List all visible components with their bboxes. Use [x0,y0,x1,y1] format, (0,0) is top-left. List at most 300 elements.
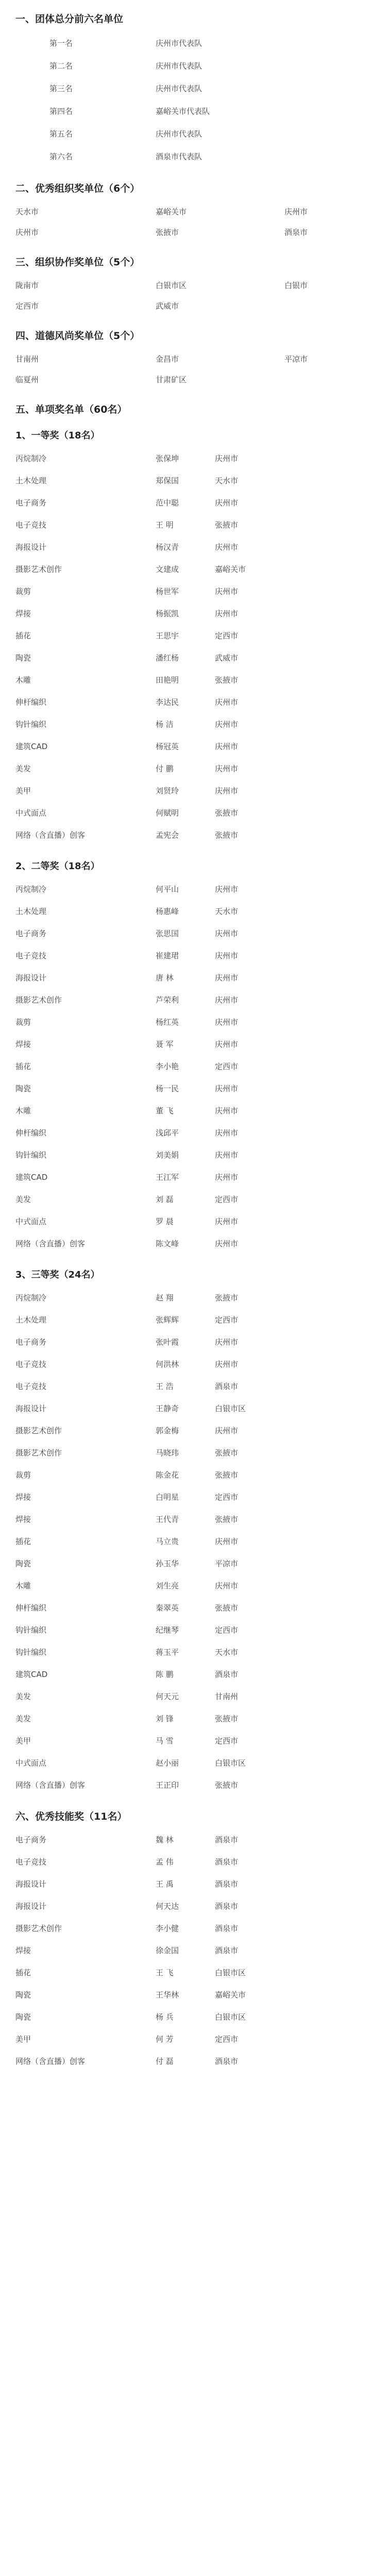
cell-text: 第二名 [49,61,73,71]
list-item [15,988,356,1010]
cell-text: 美甲 [15,1736,31,1745]
section-title: 五、单项奖名单（60名） [15,404,127,415]
spacer [15,442,356,447]
cell-text: 陈金花 [156,1470,179,1480]
cell-text: 嘉峪关市 [215,1990,246,1999]
sub-title: 3、三等奖（24名） [15,1269,100,1280]
cell-text: 摄影艺术创作 [15,565,62,574]
list-item [15,801,356,823]
list-item [15,1751,356,1773]
cell-text: 孟 伟 [156,1857,174,1867]
cell-text: 酒泉市 [215,1924,239,1933]
spacer [15,268,356,274]
section-title: 二、优秀组织奖单位（6个） [15,183,140,194]
cell-text: 马立贵 [156,1537,179,1546]
cell-text: 插花 [15,1537,31,1546]
list-item [15,823,356,845]
cell-text: 插花 [15,631,31,640]
cell-text: 酒泉市 [215,1382,239,1391]
cell-text: 庆州市 [15,228,39,237]
cell-text: 芦荣利 [156,995,179,1005]
cell-text: 木雕 [15,1106,31,1115]
list-item [15,690,356,713]
cell-text: 焊接 [15,1493,31,1502]
list-item [15,1640,356,1663]
cell-text: 庆州市 [215,1106,239,1115]
spacer [15,388,356,402]
cell-text: 董 飞 [156,1106,174,1115]
cell-text: 庆州市 [215,720,239,729]
cell-text: 李达民 [156,698,179,707]
spacer [15,1823,356,1828]
list-item [15,347,356,368]
cell-text: 庆州市 [215,973,239,982]
cell-text: 张掖市 [215,1293,239,1302]
cell-text: 王思宇 [156,631,179,640]
cell-text: 嘉峪关市代表队 [156,107,210,116]
cell-text: 马晓玮 [156,1448,179,1458]
list-item [15,1352,356,1375]
cell-text: 插花 [15,1968,31,1977]
cell-text: 中式面点 [15,808,47,818]
cell-text: 潘红杨 [156,653,179,663]
list-item [15,1485,356,1507]
cell-text: 刘 锋 [156,1714,174,1723]
list-item [15,1663,356,1685]
cell-text: 武威市 [215,653,239,663]
list-item [15,922,356,944]
list-item [15,1286,356,1308]
list-item [15,1010,356,1032]
cell-text: 庆州市 [215,1337,239,1347]
cell-text: 何平山 [156,885,179,894]
list-item [15,2049,356,2072]
cell-text: 庆州市 [215,1360,239,1369]
cell-text: 酒泉市 [215,1857,239,1867]
cell-text: 徐金国 [156,1946,179,1955]
cell-text: 酒泉市 [215,1835,239,1844]
list-item [15,1055,356,1077]
cell-text: 文建成 [156,565,179,574]
section-title: 三、组织协作奖单位（5个） [15,257,140,268]
list-item [15,1507,356,1530]
cell-text: 定西市 [15,301,39,311]
list-item [15,1773,356,1795]
cell-text: 第四名 [49,107,73,116]
list-item [15,1961,356,1983]
list-item [15,1530,356,1552]
cell-text: 白银市区 [215,1758,246,1768]
list-item [15,1032,356,1055]
cell-text: 天水市 [215,476,239,485]
list-item [15,1330,356,1352]
cell-text: 赵 翔 [156,1293,174,1302]
cell-text: 罗 晨 [156,1217,174,1226]
cell-text: 孟宪会 [156,831,179,840]
cell-text: 焊接 [15,609,31,618]
cell-text: 网络（含直播）创客 [15,831,86,840]
cell-text: 张掖市 [215,831,239,840]
cell-text: 摄影艺术创作 [15,1426,62,1435]
cell-text: 裁剪 [15,1470,31,1480]
cell-text: 杨一民 [156,1084,179,1093]
list-item [15,1983,356,2005]
cell-text: 纪继琴 [156,1625,179,1635]
list-item [15,602,356,624]
list-item [15,1917,356,1939]
cell-text: 庆州市 [215,498,239,507]
cell-text: 木雕 [15,1581,31,1590]
cell-text: 陶瓷 [15,1559,31,1568]
list-item [15,221,356,241]
cell-text: 白银市区 [215,1968,246,1977]
cell-text: 王华林 [156,1990,179,1999]
list-item [15,1618,356,1640]
cell-text: 电子竞技 [15,951,47,960]
cell-text: 建筑CAD [15,1173,48,1182]
cell-text: 土木处理 [15,476,47,485]
cell-text: 杨红英 [156,1018,179,1027]
cell-text: 网络（含直播）创客 [15,2057,86,2066]
cell-text: 电子商务 [15,1337,47,1347]
cell-text: 酒泉市 [215,1946,239,1955]
cell-text: 焊接 [15,1946,31,1955]
list-item [15,1308,356,1330]
list-item [15,469,356,491]
cell-text: 魏 林 [156,1835,174,1844]
cell-text: 丙烷制冷 [15,885,47,894]
cell-text: 酒泉市代表队 [156,152,203,161]
list-item [15,447,356,469]
list-item [15,1099,356,1121]
cell-text: 焊接 [15,1040,31,1049]
list-item [15,1188,356,1210]
spacer [15,872,356,877]
cell-text: 庆州市 [215,1581,239,1590]
spacer [15,1795,356,1809]
cell-text: 付 鹏 [156,764,174,773]
cell-text: 庆州市 [215,1239,239,1248]
cell-text: 焊接 [15,1515,31,1524]
cell-text: 海报设计 [15,973,47,982]
spacer [15,0,356,11]
cell-text: 庆州市 [215,587,239,596]
cell-text: 庆州市 [284,207,308,216]
cell-text: 平凉市 [284,354,308,364]
list-item [15,1707,356,1729]
cell-text: 庆州市 [215,929,239,938]
cell-text: 摄影艺术创作 [15,1448,62,1458]
cell-text: 钩针编织 [15,1625,47,1635]
cell-text: 美发 [15,1714,31,1723]
cell-text: 张辉辉 [156,1315,179,1325]
cell-text: 酒泉市 [215,1879,239,1889]
cell-text: 庆州市 [215,1426,239,1435]
cell-text: 刘生亮 [156,1581,179,1590]
cell-text: 摄影艺术创作 [15,1924,62,1933]
cell-text: 刘美娟 [156,1150,179,1160]
cell-text: 钩针编织 [15,1150,47,1160]
cell-text: 定西市 [215,1315,239,1325]
cell-text: 何洪林 [156,1360,179,1369]
cell-text: 伸杆编织 [15,1128,47,1138]
cell-text: 王正印 [156,1781,179,1790]
list-item [15,1828,356,1850]
cell-text: 定西市 [215,1195,239,1204]
cell-text: 田艳明 [156,675,179,685]
cell-text: 美发 [15,1692,31,1701]
cell-text: 郭金梅 [156,1426,179,1435]
list-item [15,1165,356,1188]
cell-text: 海报设计 [15,1902,47,1911]
cell-text: 甘南州 [15,354,39,364]
cell-text: 张掖市 [156,228,179,237]
cell-text: 酒泉市 [215,2057,239,2066]
cell-text: 陈文峰 [156,1239,179,1248]
cell-text: 庆州市代表队 [156,129,203,139]
list-item [15,1729,356,1751]
cell-text: 唐 林 [156,973,174,982]
cell-text: 张掖市 [215,808,239,818]
cell-text: 张掖市 [215,675,239,685]
cell-text: 土木处理 [15,907,47,916]
cell-text: 庆州市 [215,742,239,751]
cell-text: 陶瓷 [15,2012,31,2022]
cell-text: 蒋玉平 [156,1648,179,1657]
spacer [15,1254,356,1267]
cell-text: 木雕 [15,675,31,685]
list-item [15,1419,356,1441]
cell-text: 张掖市 [215,1515,239,1524]
cell-text: 定西市 [215,2035,239,2044]
cell-text: 第五名 [49,129,73,139]
cell-text: 电子竞技 [15,1382,47,1391]
cell-text: 丙烷制冷 [15,454,47,463]
cell-text: 临夏州 [15,375,39,384]
cell-text: 建筑CAD [15,1670,48,1679]
cell-text: 网络（含直播）创客 [15,1239,86,1248]
sub-title: 1、一等奖（18名） [15,430,100,441]
cell-text: 美发 [15,764,31,773]
cell-text: 庆州市 [215,454,239,463]
cell-text: 定西市 [215,1625,239,1635]
spacer [15,315,356,328]
cell-text: 杨冠英 [156,742,179,751]
list-item [15,1574,356,1596]
list-item [15,513,356,535]
cell-text: 酒泉市 [215,1902,239,1911]
cell-text: 平凉市 [215,1559,239,1568]
cell-text: 张保坤 [156,454,179,463]
cell-text: 酒泉市 [215,1670,239,1679]
spacer [15,241,356,255]
cell-text: 何赋明 [156,808,179,818]
cell-text: 王 明 [156,520,174,530]
cell-text: 嘉峪关市 [156,207,187,216]
cell-text: 武威市 [156,301,179,311]
cell-text: 丙烷制冷 [15,1293,47,1302]
cell-text: 庆州市代表队 [156,84,203,93]
cell-text: 孙玉华 [156,1559,179,1568]
cell-text: 中式面点 [15,1758,47,1768]
list-item [15,77,356,99]
section-title: 一、团体总分前六名单位 [15,13,124,25]
cell-text: 第三名 [49,84,73,93]
list-item [15,713,356,735]
cell-text: 钩针编织 [15,720,47,729]
list-item [15,757,356,779]
cell-text: 杨惠峰 [156,907,179,916]
list-item [15,877,356,900]
cell-text: 天水市 [215,907,239,916]
sub-title: 2、二等奖（18名） [15,861,100,872]
cell-text: 庆州市 [215,609,239,618]
cell-text: 李小健 [156,1924,179,1933]
cell-text: 陶瓷 [15,1084,31,1093]
cell-text: 伸杆编织 [15,1603,47,1613]
cell-text: 张叶霞 [156,1337,179,1347]
list-item [15,900,356,922]
cell-text: 庆州市 [215,951,239,960]
list-item [15,294,356,315]
cell-text: 天水市 [15,207,39,216]
cell-text: 杨汉青 [156,543,179,552]
list-item [15,1596,356,1618]
list-item [15,368,356,388]
cell-text: 庆州市代表队 [156,39,203,48]
cell-text: 庆州市 [215,1173,239,1182]
list-item [15,624,356,646]
section-title: 四、道德风尚奖单位（5个） [15,330,140,342]
cell-text: 杨振凯 [156,609,179,618]
cell-text: 王 飞 [156,1968,174,1977]
list-item [15,200,356,221]
cell-text: 张掖市 [215,1603,239,1613]
list-item [15,99,356,122]
list-item [15,145,356,167]
list-item [15,2005,356,2027]
cell-text: 裁剪 [15,587,31,596]
cell-text: 网络（含直播）创客 [15,1781,86,1790]
cell-text: 庆州市 [215,995,239,1005]
list-item [15,122,356,145]
cell-text: 刘 磊 [156,1195,174,1204]
cell-text: 定西市 [215,1493,239,1502]
cell-text: 土木处理 [15,1315,47,1325]
cell-text: 庆州市 [215,543,239,552]
spacer [15,167,356,181]
section-title: 六、优秀技能奖（11名） [15,1811,127,1822]
list-item [15,535,356,557]
cell-text: 美甲 [15,786,31,795]
cell-text: 电子商务 [15,1835,47,1844]
cell-text: 伸杆编织 [15,698,47,707]
cell-text: 付 磊 [156,2057,174,2066]
cell-text: 定西市 [215,1736,239,1745]
list-item [15,54,356,77]
list-item [15,1441,356,1463]
cell-text: 天水市 [215,1648,239,1657]
list-item [15,966,356,988]
list-item [15,31,356,54]
spacer [15,1281,356,1286]
cell-text: 刘贤玲 [156,786,179,795]
spacer [15,416,356,428]
cell-text: 张掖市 [215,520,239,530]
cell-text: 甘南州 [215,1692,239,1701]
list-item [15,1397,356,1419]
list-item [15,1375,356,1397]
list-item [15,668,356,690]
list-item [15,1463,356,1485]
cell-text: 聂 军 [156,1040,174,1049]
cell-text: 陇南市 [15,281,39,290]
spacer [15,342,356,347]
list-item [15,1894,356,1917]
list-item [15,735,356,757]
cell-text: 李小艳 [156,1062,179,1071]
cell-text: 定西市 [215,631,239,640]
list-item [15,779,356,801]
cell-text: 嘉峪关市 [215,565,246,574]
list-item [15,1685,356,1707]
cell-text: 白银市 [284,281,308,290]
cell-text: 裁剪 [15,1018,31,1027]
cell-text: 张掖市 [215,1470,239,1480]
list-item [15,557,356,580]
list-item [15,1210,356,1232]
cell-text: 插花 [15,1062,31,1071]
cell-text: 王代青 [156,1515,179,1524]
cell-text: 庆州市 [215,1040,239,1049]
cell-text: 张掖市 [215,1448,239,1458]
cell-text: 建筑CAD [15,742,48,751]
list-item [15,274,356,294]
cell-text: 张思国 [156,929,179,938]
list-item [15,1143,356,1165]
cell-text: 浅邱平 [156,1128,179,1138]
list-item [15,1232,356,1254]
cell-text: 张掖市 [215,1781,239,1790]
cell-text: 庆州市 [215,885,239,894]
spacer [15,195,356,200]
cell-text: 金昌市 [156,354,179,364]
cell-text: 陈 鹏 [156,1670,174,1679]
list-item [15,944,356,966]
cell-text: 王静奇 [156,1404,179,1413]
cell-text: 电子竞技 [15,1857,47,1867]
cell-text: 庆州市 [215,1084,239,1093]
cell-text: 摄影艺术创作 [15,995,62,1005]
list-item [15,1850,356,1872]
list-item [15,1121,356,1143]
cell-text: 何 芳 [156,2035,174,2044]
cell-text: 庆州市 [215,786,239,795]
list-item [15,491,356,513]
cell-text: 庆州市 [215,1018,239,1027]
cell-text: 酒泉市 [284,228,308,237]
cell-text: 郑保国 [156,476,179,485]
cell-text: 庆州市代表队 [156,61,203,71]
cell-text: 范中聪 [156,498,179,507]
cell-text: 王 禹 [156,1879,174,1889]
list-item [15,646,356,668]
cell-text: 何天元 [156,1692,179,1701]
cell-text: 崔建珺 [156,951,179,960]
cell-text: 杨世军 [156,587,179,596]
list-item [15,1077,356,1099]
cell-text: 秦翠英 [156,1603,179,1613]
